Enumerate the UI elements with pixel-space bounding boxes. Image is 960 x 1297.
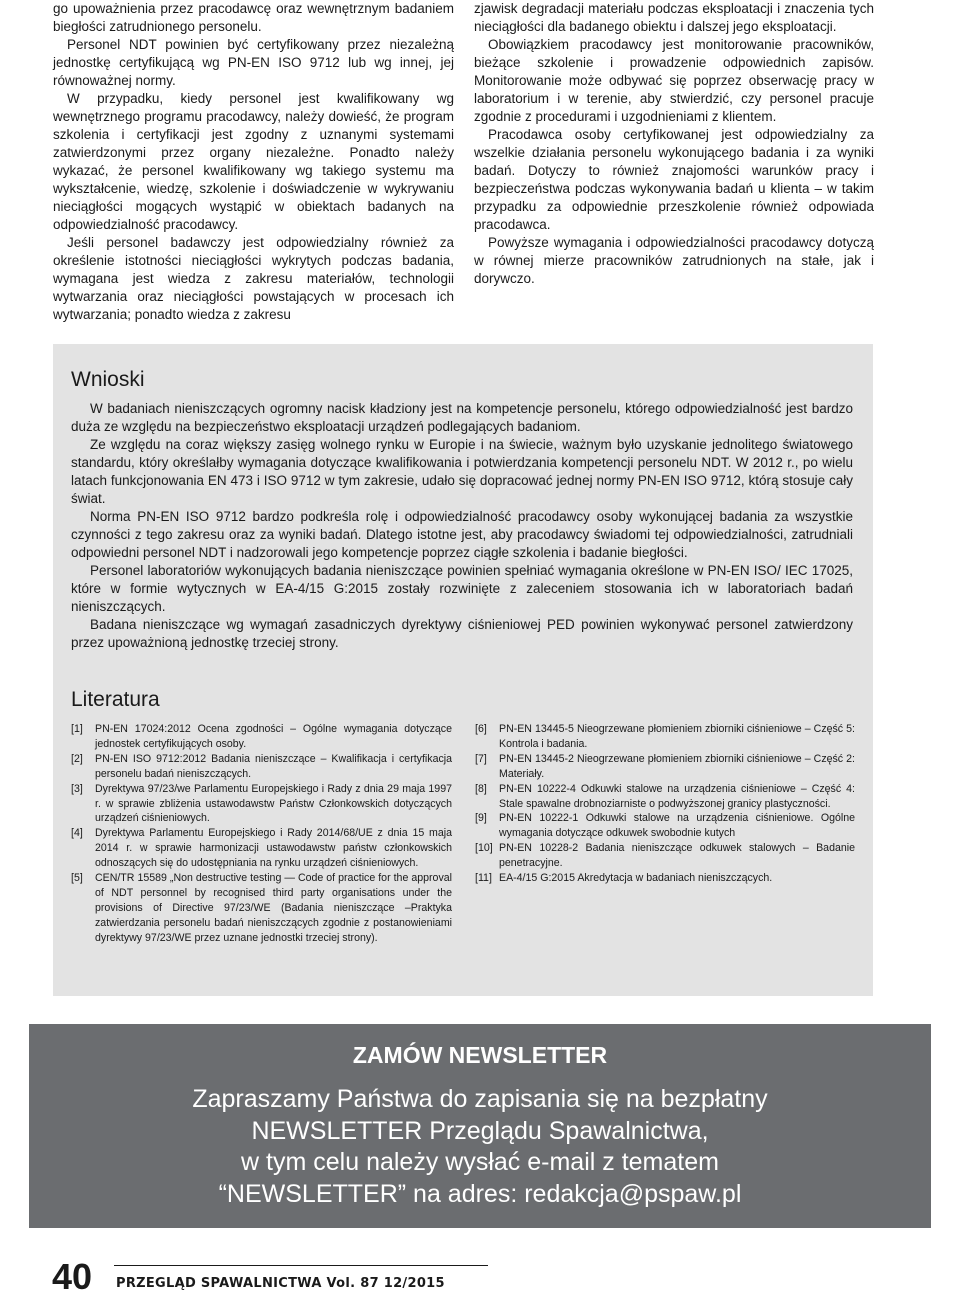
reference-number: [10] [475,842,493,855]
article-right-column [474,0,874,288]
newsletter-line: Zapraszamy Państwa do zapisania się na bezpłatny [192,1085,768,1113]
paragraph: Powyższe wymagania i odpowiedzialności pracodawcy dotyczą w równej mierze pracowników zatrudnionych na stałe, jak i dorywczo. [474,235,874,286]
reference-text: CEN/TR 15589 „Non destructive testing — Code of practice for the approval of NDT personnel by recognised third party organisations under the provisions of Directive 97/23/WE (Badania nieniszczące –Praktyka zatwierdzania personelu badań nieniszczących zgodnie z postanowieniami dyrektywy 97/23/WE przez uznane jednostki trzeciej strony). [95,872,452,944]
paragraph: Ze względu na coraz większy zasięg wolnego rynku w Europie i na świecie, ważnym było uzyskanie jednolitego światowego standardu, który określałby wymagania dotyczące kwalifikowania i potwierdzania kompetencji personelu NDT. W 2012 r., po wielu latach funkcjonowania EN 473 i ISO 9712 w tym zakresie, udało się dopracować jednej normy PN-EN ISO 9712, którą stosuje cały świat. [71,437,853,506]
newsletter-title: ZAMÓW NEWSLETTER [352,1042,608,1068]
article-left-column [53,0,454,324]
newsletter-email-line: “NEWSLETTER” na adres: redakcja@pspaw.pl [218,1179,742,1208]
paragraph: Badana nieniszczące wg wymagań zasadniczych dyrektywy ciśnieniowej PED powinien wykonywać personel zatwierdzony przez upoważnioną jednostkę trzeciej strony. [71,617,853,650]
reference-number: [7] [475,752,487,765]
reference-text: PN-EN 17024:2012 Ocena zgodności – Ogólne wymagania dotyczące jednostek certyfikujących osoby. [95,723,452,750]
reference-item [71,871,452,946]
paragraph: Obowiązkiem pracodawcy jest monitorowanie pracowników, bieżące szkolenie i prowadzenie odpowiednich zapisów. Monitorowanie może odbywać się poprzez obserwację pracy w laboratorium i w terenie, aby stwierdzić, czy personel pracuje zgodnie z procedurami i uzgodnieniami z klientem. [474,37,874,124]
paragraph: zjawisk degradacji materiału podczas eksploatacji i znaczenia tych nieciągłości dla badanego obiektu i dalszej jego eksploatacji. [474,1,874,34]
reference-item [475,722,855,752]
reference-item [475,811,855,841]
conclusions-heading: Wnioski [71,368,145,391]
references-list-left [71,722,452,946]
paragraph: Personel NDT powinien być certyfikowany przez niezależną jednostkę certyfikującą wg PN-EN ISO 9712 lub wg innej, jej równoważnej normy. [53,37,454,88]
reference-number: [3] [71,782,83,795]
paragraph: W badaniach nieniszczących ogromny nacisk kładziony jest na kompetencje personelu, którego odpowiedzialność jest bardzo duża ze względu na bezpieczeństwo eksploatacji urządzeń podlegających badaniom. [71,401,853,434]
newsletter-text [29,1084,931,1210]
reference-item [71,782,452,827]
reference-number: [8] [475,782,487,795]
conclusions-box [53,344,873,996]
reference-text: PN-EN 13445-5 Nieogrzewane płomieniem zbiorniki ciśnieniowe – Część 5: Kontrola i badania. [499,723,855,750]
paragraph: Jeśli personel badawczy jest odpowiedzialny również za określenie istotności nieciągłości wykrytych podczas badania, wymagana jest wiedza z zakresu materiałów, technologii wytwarzania oraz nieciągłości powstających w procesach ich wytwarzania; ponadto wiedza z zakresu [53,235,454,322]
reference-item [71,722,452,752]
reference-item [475,782,855,812]
reference-number: [5] [71,872,83,885]
reference-text: PN-EN 10228-2 Badania nieniszczące odkuwek stalowych – Badanie penetracyjne. [499,842,855,870]
reference-text: Dyrektywa Parlamentu Europejskiego i Rady 2014/68/UE z dnia 15 maja 2014 r. w sprawie harmonizacji ustawodawstw państw członkowskich odnoszących się do udostępniania na rynku urządzeń ciśnieniowych. [95,827,452,870]
paragraph: Norma PN-EN ISO 9712 bardzo podkreśla rolę i odpowiedzialność pracodawcy osoby wykonującej badania za wszystkie czynności z tego zakresu oraz za wyniki badań. Dlatego istotne jest, aby pracodawcy świadomi tej odpowiedzialności, zatrudniali odpowiedni personel NDT i nadzorowali jego kompetencje poprzez ciągłe szkolenia i badanie biegłości. [71,509,853,560]
reference-text: PN-EN ISO 9712:2012 Badania nieniszczące – Kwalifikacja i certyfikacja personelu badań nieniszczących. [95,752,452,780]
reference-number: [1] [71,723,83,735]
newsletter-line: NEWSLETTER Przeglądu Spawalnictwa, [251,1116,709,1145]
newsletter-banner [29,1024,931,1228]
reference-number: [6] [475,723,487,735]
reference-number: [2] [71,752,83,765]
paragraph: Pracodawca osoby certyfikowanej jest odpowiedzialny za wszelkie działania personelu wykonującego badania i za wyniki badań. Dotyczy to również znajomości warunków pracy i bezpieczeństwa podczas wykonywania badań u klienta – w takim przypadku za odpowiednie przeszkolenie również odpowiada pracodawca. [474,127,874,232]
paragraph: go upoważnienia przez pracodawcę oraz wewnętrznym badaniem biegłości zatrudnionego personelu. [53,1,454,34]
conclusions-body [71,400,853,652]
paragraph: W przypadku, kiedy personel jest kwalifikowany wg wewnętrznego programu pracodawcy, należy dowieść, że program szkolenia i certyfikacji jest zgodny z uznanymi systemami zatwierdzonymi przez organy niezależne. Ponadto należy wykazać, że personel kwalifikowany wg takiego systemu ma wykształcenie, wiedzę, szkolenie i doświadczenie w wykrywaniu nieciągłości mogących wystąpić w obiektach badanych na odpowiedzialność pracodawcy. [53,91,454,232]
reference-item [475,841,855,871]
reference-item [71,826,452,871]
references-list-right [475,722,855,886]
reference-text: PN-EN 10222-4 Odkuwki stalowe na urządzenia ciśnieniowe – Część 4: Stale spawalne drobnoziarniste o podwyższonej granicy plastyczności. [499,782,855,810]
paragraph: Personel laboratoriów wykonujących badania nieniszczące powinien spełniać wymagania określone w PN-EN ISO/ IEC 17025, które w formie wytycznych w EA-4/15 G:2015 zostały rozwinięte z zaleceniem stosowania ich w laboratoriach badań nieniszczących. [71,563,853,614]
reference-item [71,752,452,782]
reference-item [475,752,855,782]
newsletter-line: w tym celu należy wysłać e-mail z tematem [241,1148,719,1176]
reference-text: Dyrektywa 97/23/we Parlamentu Europejskiego i Rady z dnia 29 maja 1997 r. w sprawie zbliżenia ustawodawstw Państw Członkowskich dotyczących urządzeń ciśnieniowych. [95,782,452,825]
page-number: 40 [52,1256,93,1297]
reference-number: [9] [475,812,487,825]
reference-number: [4] [71,827,83,840]
reference-item [475,871,855,886]
references-heading: Literatura [71,688,160,711]
reference-text: PN-EN 10222-1 Odkuwki stalowe na urządzenia ciśnieniowe. Ogólne wymagania dotyczące odkuwek swobodnie kutych [499,812,855,840]
journal-name: PRZEGLĄD SPAWALNICTWA Vol. 87 12/2015 [116,1276,445,1291]
footer-divider [114,1265,488,1266]
reference-text: PN-EN 13445-2 Nieogrzewane płomieniem zbiorniki ciśnieniowe – Część 2: Materiały. [499,752,855,780]
reference-number: [11] [475,872,492,885]
reference-text: EA-4/15 G:2015 Akredytacja w badaniach nieniszczących. [499,872,773,885]
